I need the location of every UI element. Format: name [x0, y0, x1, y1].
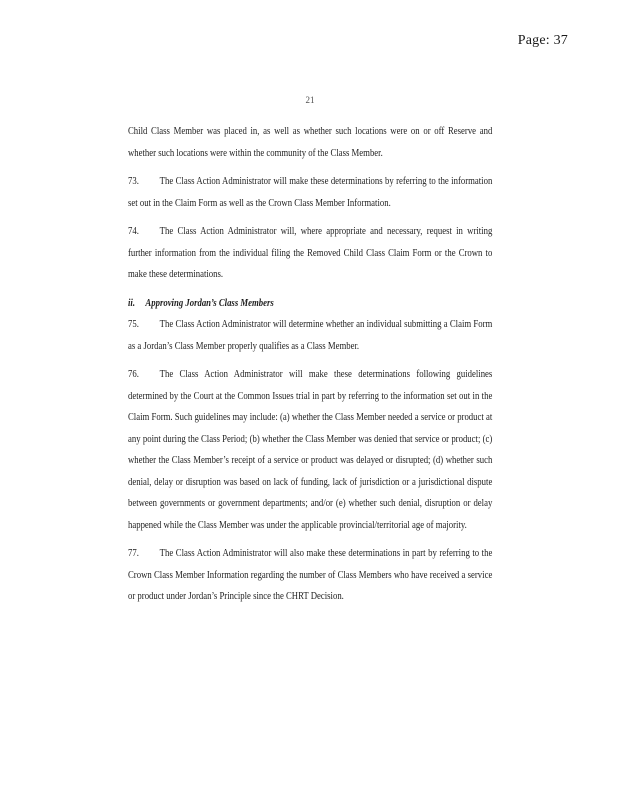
- paragraph-76-text: The Class Action Administrator will make these determinations following guidelines determined by the Court at the Common Issues trial in part by referring to the information set out in the Claim Form. Such guidelines may include: (a) whether the Class Member needed a service or product at any point during the Class Period; (b) whether the Class Member was denied that service or product; (c) whether the Class Member’s receipt of a service or product was delayed or disrupted; (d) whether such denial, delay or disruption was based on lack of funding, lack of jurisdiction or a jurisdictional dispute between governments or government departments; and/or (e) whether such denial, disruption or delay happened while the Class Member was under the applicable provincial/territorial age of majority.: [128, 368, 493, 531]
- paragraph-75: [128, 314, 492, 357]
- paragraph-75-number: 75.: [128, 318, 139, 330]
- paragraph-continuation: Child Class Member was placed in, as well as whether such locations were on or off Reserve and whether such locations were within the community of the Class Member.: [128, 125, 493, 159]
- paragraph-74-number: 74.: [128, 225, 139, 237]
- document-body: [128, 121, 492, 615]
- paragraph-77-text: The Class Action Administrator will also make these determinations in part by referring to the Crown Class Member Information regarding the number of Class Members who have received a service or product under Jordan’s Principle since the CHRT Decision.: [128, 547, 493, 602]
- section-heading-number: ii.: [128, 296, 136, 309]
- section-heading-text: Approving Jordan’s Class Members: [145, 296, 274, 309]
- paragraph-77: [128, 543, 492, 608]
- paragraph-73-number: 73.: [128, 175, 139, 187]
- paragraph-74: [128, 221, 492, 286]
- document-page-number: 21: [305, 95, 315, 105]
- paragraph-76: [128, 364, 492, 536]
- paragraph-74-text: The Class Action Administrator will, where appropriate and necessary, request in writing further information from the individual filing the Removed Child Class Claim Form or the Crown to make these determinations.: [128, 225, 493, 280]
- paragraph-73-text: The Class Action Administrator will make these determinations by referring to the information set out in the Claim Form as well as the Crown Class Member Information.: [128, 175, 493, 209]
- viewer-page-indicator: Page: 37: [517, 33, 568, 48]
- paragraph-73: [128, 171, 492, 214]
- paragraph-76-number: 76.: [128, 368, 139, 380]
- paragraph-75-text: The Class Action Administrator will determine whether an individual submitting a Claim Form as a Jordan’s Class Member properly qualifies as a Class Member.: [128, 318, 493, 352]
- section-heading-approving-jordans-class-members: [128, 293, 492, 315]
- paragraph-77-number: 77.: [128, 547, 139, 559]
